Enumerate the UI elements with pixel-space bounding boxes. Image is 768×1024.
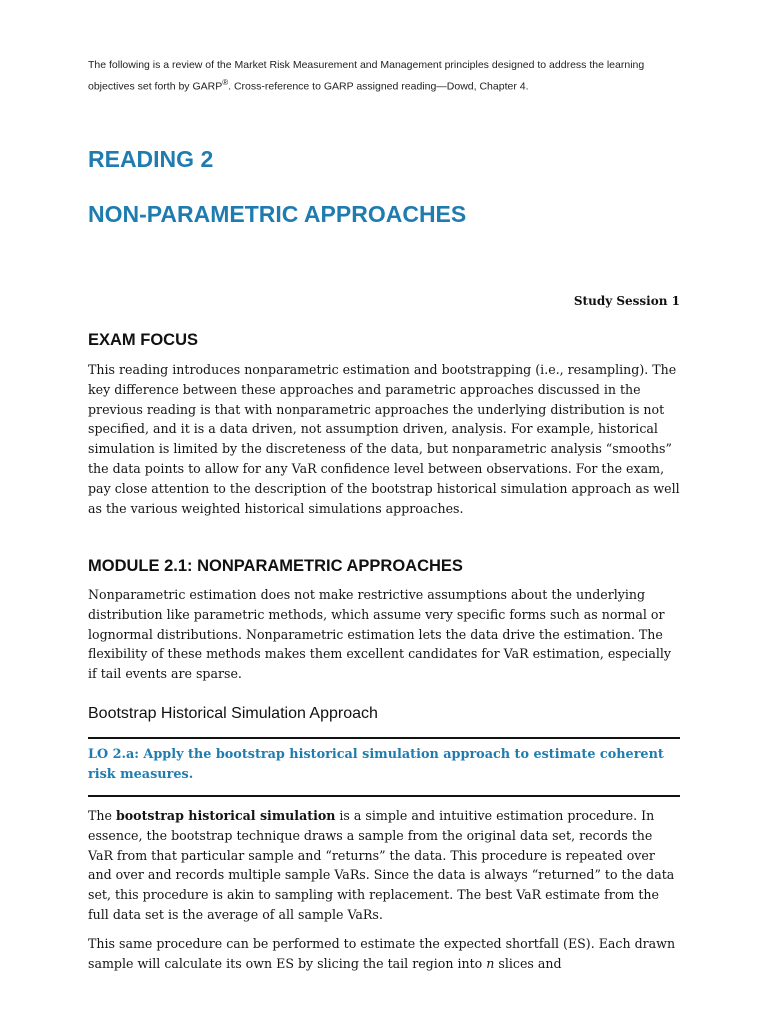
reading-title: NON-PARAMETRIC APPROACHES xyxy=(88,201,467,227)
intro-note xyxy=(88,56,680,96)
bootstrap-paragraph xyxy=(88,806,680,925)
bootstrap-para-rest: is a simple and intuitive estimation procedure. In essence, the bootstrap technique draws a sample from the original data set, records the VaR from that particular sample and “returns” the data. This procedure is repeated over and over and records multiple sample VaRs. Since the data is always “returned” to the data set, this procedure is akin to sampling with replacement. The best VaR estimate from the full data set is the average of all sample VaRs. xyxy=(88,808,675,922)
intro-text: The following is a review of the Market Risk Measurement and Management principles designed to address the learning objectives set forth by GARP xyxy=(88,59,645,93)
bootstrap-term: bootstrap historical simulation xyxy=(115,808,336,823)
exam-focus-heading: EXAM FOCUS xyxy=(88,331,199,349)
es-para-start: This same procedure can be performed to estimate the expected shortfall (ES). Each drawn sample will calculate its own ES by slicing the tail region into xyxy=(88,936,676,971)
learning-objective-text: LO 2.a: Apply the bootstrap historical simulation approach to estimate coherent risk measures. xyxy=(88,747,664,782)
learning-objective-box xyxy=(88,737,680,797)
es-variable-n: n xyxy=(486,955,495,971)
es-para-rest: slices and xyxy=(494,955,562,971)
bootstrap-heading: Bootstrap Historical Simulation Approach xyxy=(88,705,378,722)
bootstrap-para-start: The xyxy=(88,808,116,823)
exam-focus-body: This reading introduces nonparametric estimation and bootstrapping (i.e., resampling). The key difference between these approaches and parametric approaches discussed in the previous reading is that with nonparametric approaches the underlying distribution is not specified, and it is a data driven, not assumption driven, analysis. For example, historical simulation is limited by the discreteness of the data, but nonparametric analysis “smooths” the data points to allow for any VaR confidence level between observations. For the exam, pay close attention to the description of the bootstrap historical simulation approach as well as the various weighted historical simulations approaches. xyxy=(88,362,680,516)
intro-text-tail: . Cross-reference to GARP assigned reading—Dowd, Chapter 4. xyxy=(228,80,529,93)
module-heading: MODULE 2.1: NONPARAMETRIC APPROACHES xyxy=(88,557,463,575)
module-body: Nonparametric estimation does not make restrictive assumptions about the underlying distribution like parametric methods, which assume very specific forms such as normal or lognormal distributions. Nonparametric estimation lets the data drive the estimation. The flexibility of these methods makes them excellent candidates for VaR estimation, especially if tail events are sparse. xyxy=(88,587,672,682)
expected-shortfall-paragraph xyxy=(88,934,680,974)
registered-mark: ® xyxy=(222,78,229,87)
reading-label: READING 2 xyxy=(88,146,214,172)
study-session: Study Session 1 xyxy=(573,294,680,308)
